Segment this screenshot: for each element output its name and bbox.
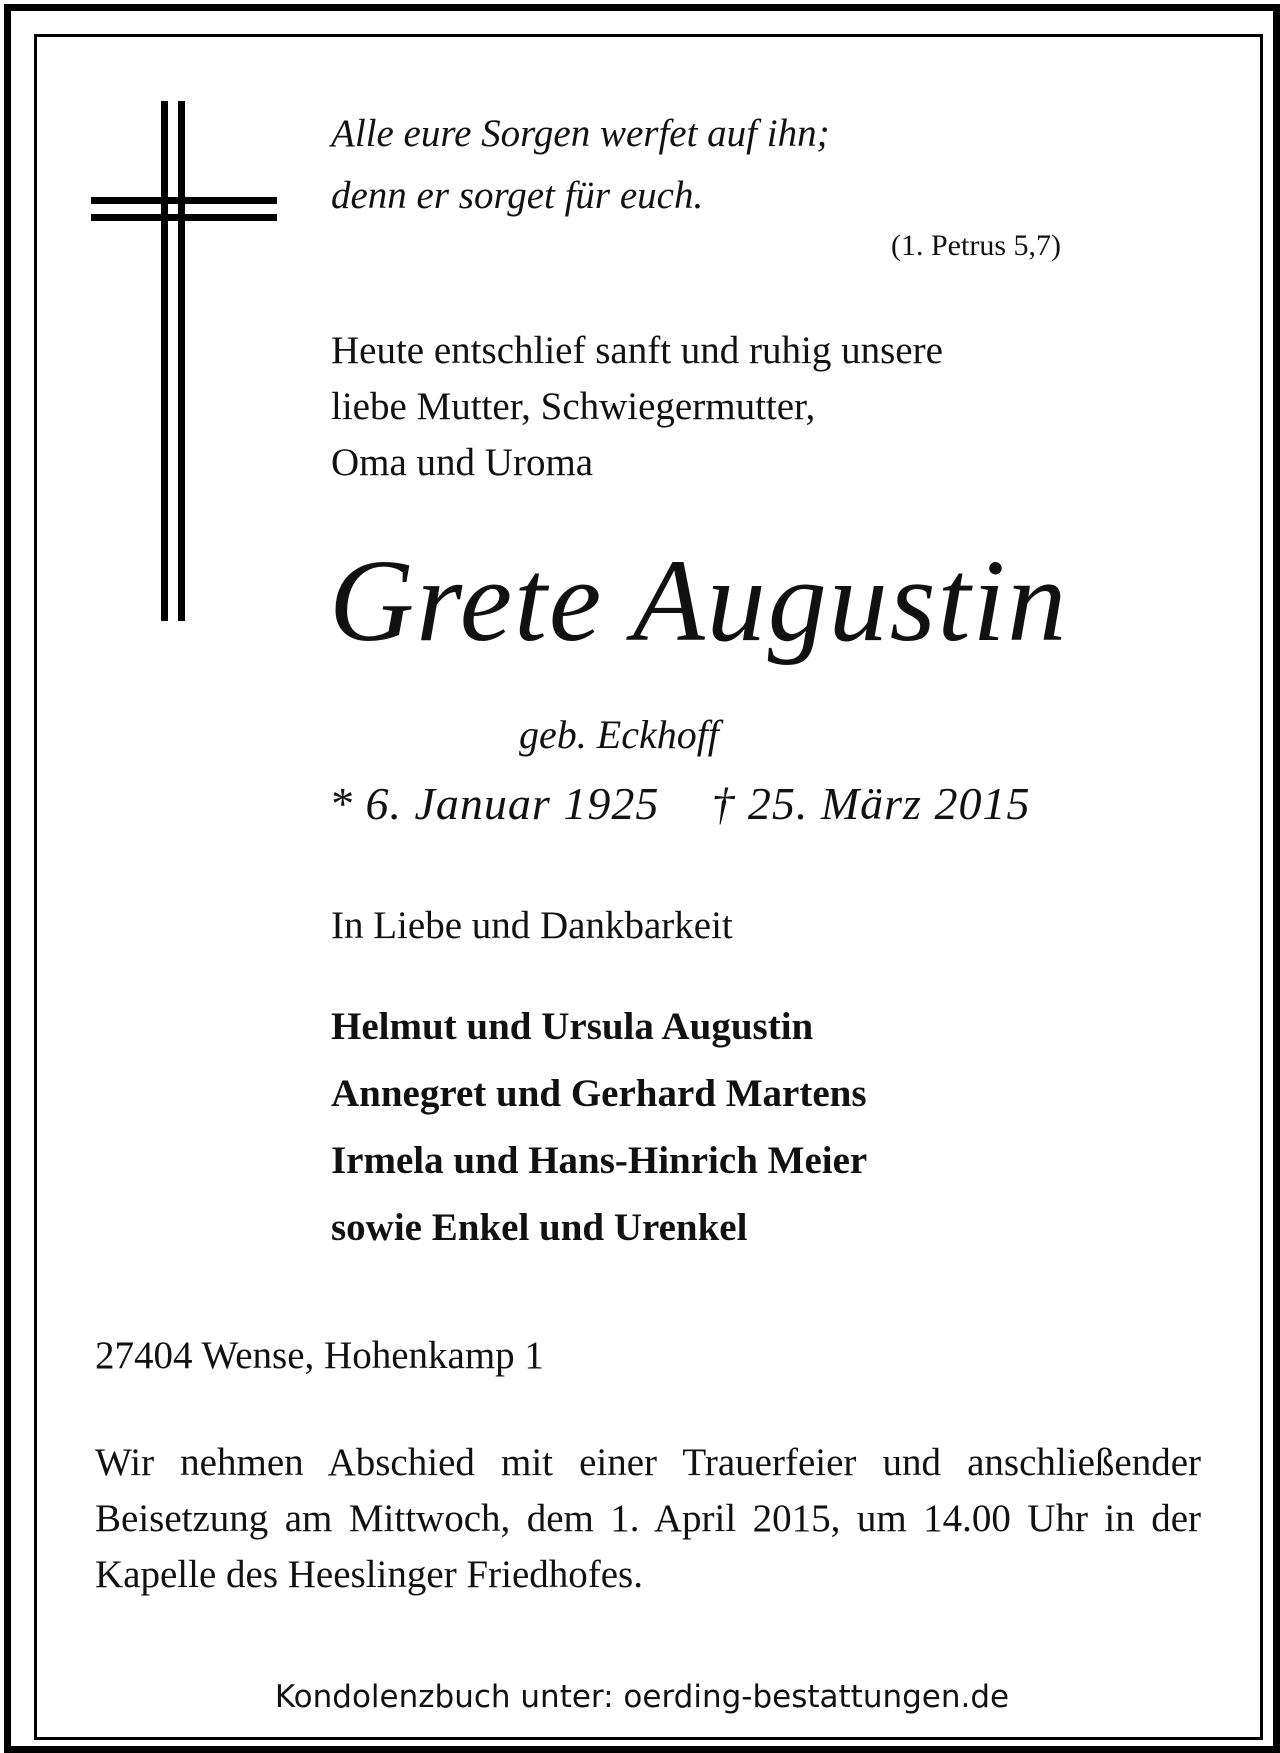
life-dates (329, 777, 1209, 830)
mourner-line: Helmut und Ursula Augustin (331, 1005, 814, 1048)
verse-reference: (1. Petrus 5,7) (891, 229, 1061, 262)
thanks-line: In Liebe und Dankbarkeit (331, 904, 733, 947)
mourner-line: sowie Enkel und Urenkel (331, 1206, 748, 1249)
intro-line: liebe Mutter, Schwiegermutter, (331, 385, 816, 428)
bible-verse (331, 103, 830, 227)
death-date: † 25. März 2015 (711, 778, 1031, 829)
mourner-line: Irmela und Hans-Hinrich Meier (331, 1139, 868, 1182)
outer-border (4, 4, 1280, 1753)
ceremony-text: Wir nehmen Abschied mit einer Trauerfeier und anschließender Beisetzung am Mittwoch, dem 1. April 2015, um 14.00 Uhr in der Kapelle des Heeslinger Friedhofes. (95, 1441, 1201, 1596)
birth-date: * 6. Januar 1925 (329, 778, 660, 829)
intro-line: Oma und Uroma (331, 441, 594, 484)
mourner-line: Annegret und Gerhard Martens (331, 1072, 867, 1115)
cross-icon (91, 101, 277, 621)
mourners-list (331, 993, 867, 1261)
intro-text (331, 323, 943, 491)
verse-line: denn er sorget für euch. (331, 174, 704, 217)
birth-name: geb. Eckhoff (519, 712, 719, 757)
intro-line: Heute entschlief sanft und ruhig unsere (331, 329, 943, 372)
deceased-name: Grete Augustin (329, 535, 1069, 666)
verse-line: Alle eure Sorgen werfet auf ihn; (331, 112, 830, 155)
condolence-link[interactable]: Kondolenzbuch unter: oerding-bestattungen.de (274, 1679, 1010, 1715)
address: 27404 Wense, Hohenkamp 1 (95, 1334, 544, 1377)
